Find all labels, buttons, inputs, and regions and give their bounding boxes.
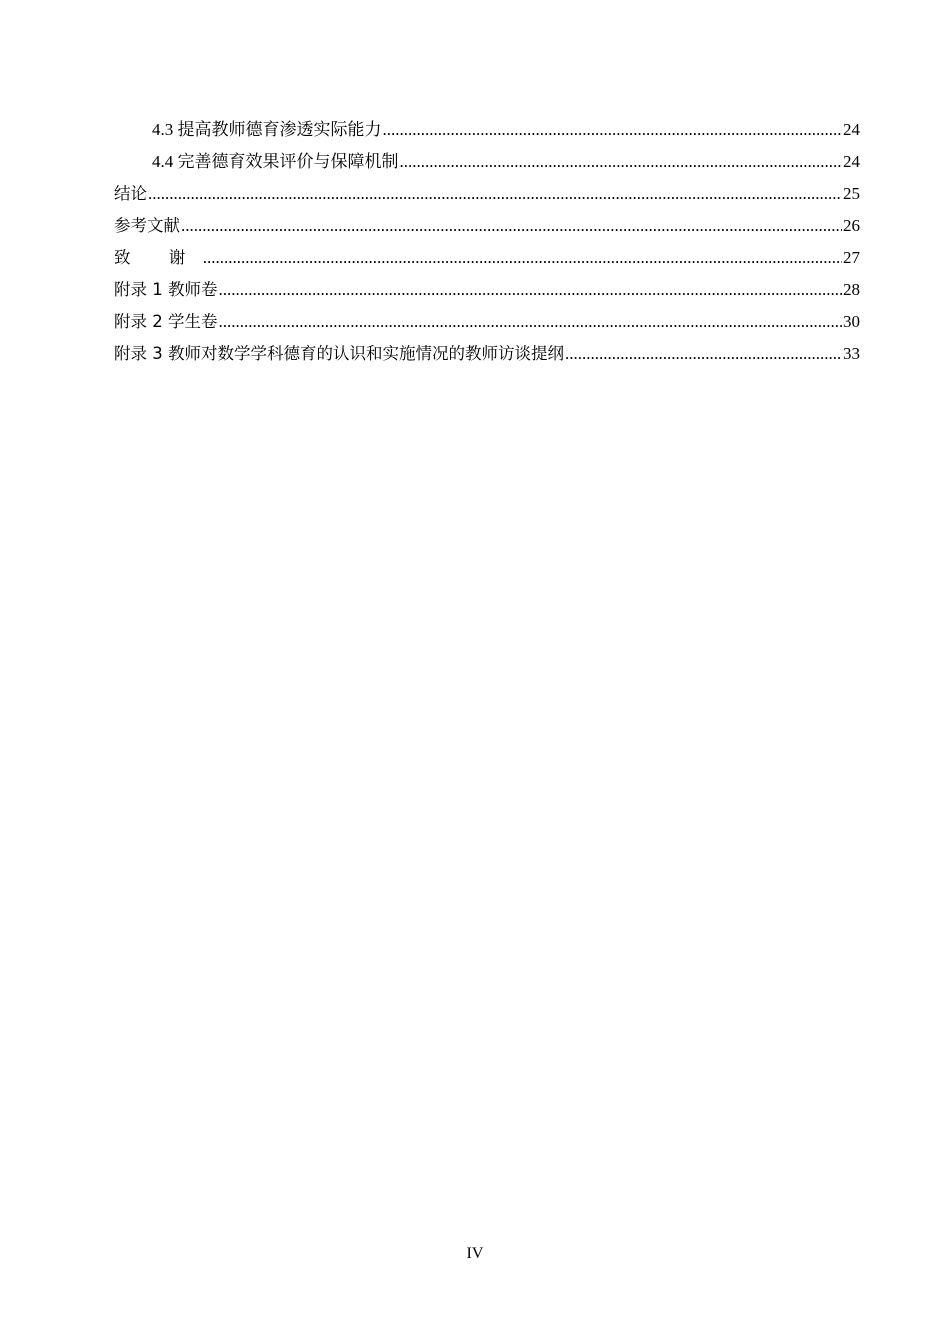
toc-entry-title: 附录 3 教师对数学学科德育的认识和实施情况的教师访谈提纲	[114, 344, 564, 363]
toc-dot-leader	[181, 214, 842, 238]
toc-entry-title: 参考文献	[114, 216, 180, 235]
toc-dot-leader	[565, 342, 842, 366]
toc-entry[interactable]	[114, 118, 860, 150]
toc-entry[interactable]	[114, 310, 860, 342]
toc-entry[interactable]	[114, 278, 860, 310]
toc-dot-leader	[203, 246, 842, 270]
toc-entry-page: 27	[843, 248, 860, 267]
toc-dot-leader	[400, 150, 843, 174]
toc-entry-page: 28	[843, 280, 860, 299]
toc-entry-page: 30	[843, 312, 860, 331]
toc-entry-title: 致 谢	[114, 248, 202, 267]
toc-entry[interactable]	[114, 246, 860, 278]
toc-dot-leader	[219, 278, 843, 302]
toc-entry-page: 24	[843, 152, 860, 171]
toc-entry-page: 26	[843, 216, 860, 235]
toc-entry-title: 结论	[114, 184, 147, 203]
toc-dot-leader	[148, 182, 842, 206]
toc-entry-title: 附录 2 学生卷	[114, 312, 218, 331]
page-number: IV	[466, 1245, 484, 1262]
toc-entry[interactable]	[114, 342, 860, 374]
toc-entry[interactable]	[114, 182, 860, 214]
toc-entry-page: 33	[843, 344, 860, 363]
toc-entry-title: 附录 1 教师卷	[114, 280, 218, 299]
toc-dot-leader	[383, 118, 843, 142]
toc-entry[interactable]	[114, 150, 860, 182]
table-of-contents	[114, 118, 860, 374]
toc-entry[interactable]	[114, 214, 860, 246]
toc-entry-page: 25	[843, 184, 860, 203]
toc-entry-page: 24	[843, 120, 860, 139]
toc-entry-title: 4.4 完善德育效果评价与保障机制	[152, 152, 399, 171]
toc-dot-leader	[219, 310, 843, 334]
toc-entry-title: 4.3 提高教师德育渗透实际能力	[152, 120, 382, 139]
